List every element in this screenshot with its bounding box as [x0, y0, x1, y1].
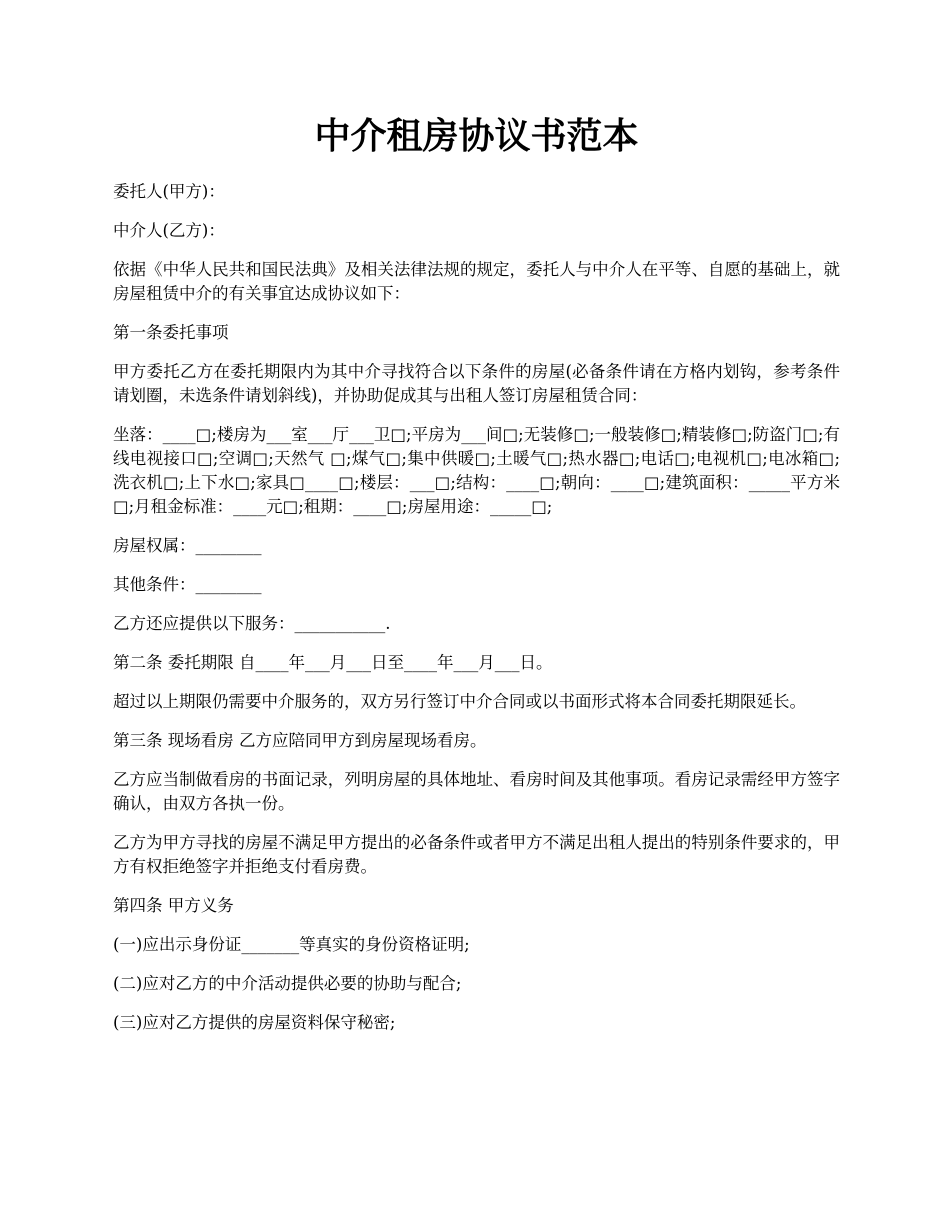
- document-body: [113, 180, 840, 1050]
- article-1-intro: 甲方委托乙方在委托期限内为其中介寻找符合以下条件的房屋(必备条件请在方格内划钩，参考条件请划圈，未选条件请划斜线)，并协助促成其与出租人签订房屋租赁合同：: [113, 362, 840, 405]
- article-3-viewing: 第三条 现场看房 乙方应陪同甲方到房屋现场看房。: [113, 731, 487, 750]
- party-a-line: 委托人(甲方)：: [113, 182, 225, 201]
- article-1-heading: 第一条委托事项: [113, 323, 229, 342]
- extra-services-line: 乙方还应提供以下服务：___________.: [113, 614, 391, 633]
- ownership-line: 房屋权属：________: [113, 536, 262, 555]
- property-conditions-paragraph: 坐落：____□;楼房为___室___厅___卫□;平房为___间□;无装修□;一般装修□;精装修□;防盗门□;有线电视接口□;空调□;天然气 □;煤气□;集中供暖□;土暖气□;热水器□;电话□;电视机□;电冰箱□;洗衣机□;上下水□;家具□____□;楼层：___□;结构：____□;朝向：____□;建筑面积：_____平方米□;月租金标准：____元□;租期：____□;房屋用途：_____□;: [113, 425, 840, 516]
- obligation-item-2: (二)应对乙方的中介活动提供必要的协助与配合;: [113, 974, 462, 993]
- article-2-term: 第二条 委托期限 自____年___月___日至____年___月___日。: [113, 653, 553, 672]
- other-conditions-line: 其他条件：________: [113, 575, 262, 594]
- preamble-paragraph: 依据《中华人民共和国民法典》及相关法律法规的规定，委托人与中介人在平等、自愿的基础上，就房屋租赁中介的有关事宜达成协议如下：: [113, 260, 840, 303]
- obligation-item-1: (一)应出示身份证_______等真实的身份资格证明;: [113, 935, 470, 954]
- obligation-item-3: (三)应对乙方提供的房屋资料保守秘密;: [113, 1013, 396, 1032]
- document-title: 中介租房协议书范本: [314, 116, 639, 157]
- term-extension-paragraph: 超过以上期限仍需要中介服务的，双方另行签订中介合同或以书面形式将本合同委托期限延长。: [113, 692, 806, 711]
- party-b-line: 中介人(乙方)：: [113, 221, 225, 240]
- refusal-right-paragraph: 乙方为甲方寻找的房屋不满足甲方提出的必备条件或者甲方不满足出租人提出的特别条件要求的，甲方有权拒绝签字并拒绝支付看房费。: [113, 833, 840, 876]
- viewing-record-paragraph: 乙方应当制做看房的书面记录，列明房屋的具体地址、看房时间及其他事项。看房记录需经甲方签字确认，由双方各执一份。: [113, 770, 840, 813]
- article-4-heading: 第四条 甲方义务: [113, 896, 234, 915]
